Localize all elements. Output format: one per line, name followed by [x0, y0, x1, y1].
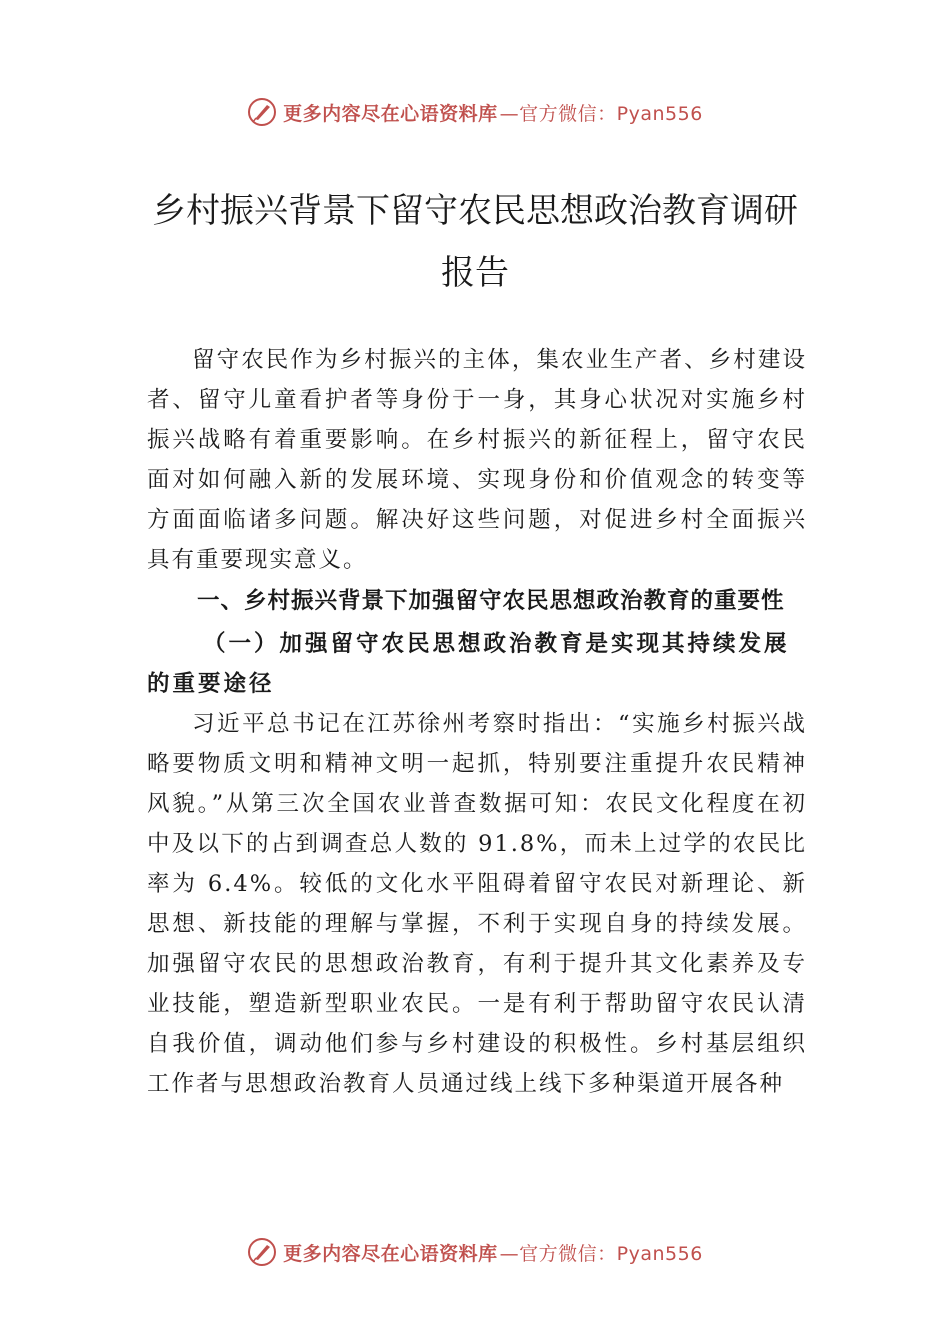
subsection-heading: （一）加强留守农民思想政治教育是实现其持续发展的重要途径 [147, 631, 790, 697]
intro-paragraph: 留守农民作为乡村振兴的主体，集农业生产者、乡村建设者、留守儿童看护者等身份于一身，其身心状况对实施乡村振兴战略有着重要影响。在乡村振兴的新征程上，留守农民面对如何融入新的发展环境、实现身份和价值观念的转变等方面面临诸多问题。解决好这些问题，对促进乡村全面振兴具有重要现实意义。 [147, 347, 807, 573]
banner-text: 更多内容尽在心语资料库 [283, 1242, 498, 1265]
banner-wechat: —官方微信：Pyan556 [499, 102, 703, 125]
header-banner [0, 92, 950, 132]
body-paragraph: 习近平总书记在江苏徐州考察时指出：“实施乡村振兴战略要物质文明和精神文明一起抓，特别要注重提升农民精神风貌。”从第三次全国农业普查数据可知：农民文化程度在初中及以下的占到调查总人数的 91.8%，而未上过学的农民比率为 6.4%。较低的文化水平阻碍着留守农民对新理论、新思想、新技能的理解与掌握，不利于实现自身的持续发展。加强留守农民的思想政治教育，有利于提升其文化素养及专业技能，塑造新型职业农民。一是有利于帮助留守农民认清自我价值，调动他们参与乡村建设的积极性。乡村基层组织工作者与思想政治教育人员通过线上线下多种渠道开展各种 [147, 711, 807, 1097]
banner-wechat: —官方微信：Pyan556 [499, 1242, 703, 1265]
document-title: 乡村振兴背景下留守农民思想政治教育调研报告 [152, 191, 798, 293]
document-body [147, 340, 807, 1104]
footer-banner [0, 1232, 950, 1272]
quill-pen-icon [247, 97, 277, 127]
quill-pen-icon [247, 1237, 277, 1267]
section-heading: 一、乡村振兴背景下加强留守农民思想政治教育的重要性 [197, 588, 785, 614]
banner-text: 更多内容尽在心语资料库 [283, 102, 498, 125]
